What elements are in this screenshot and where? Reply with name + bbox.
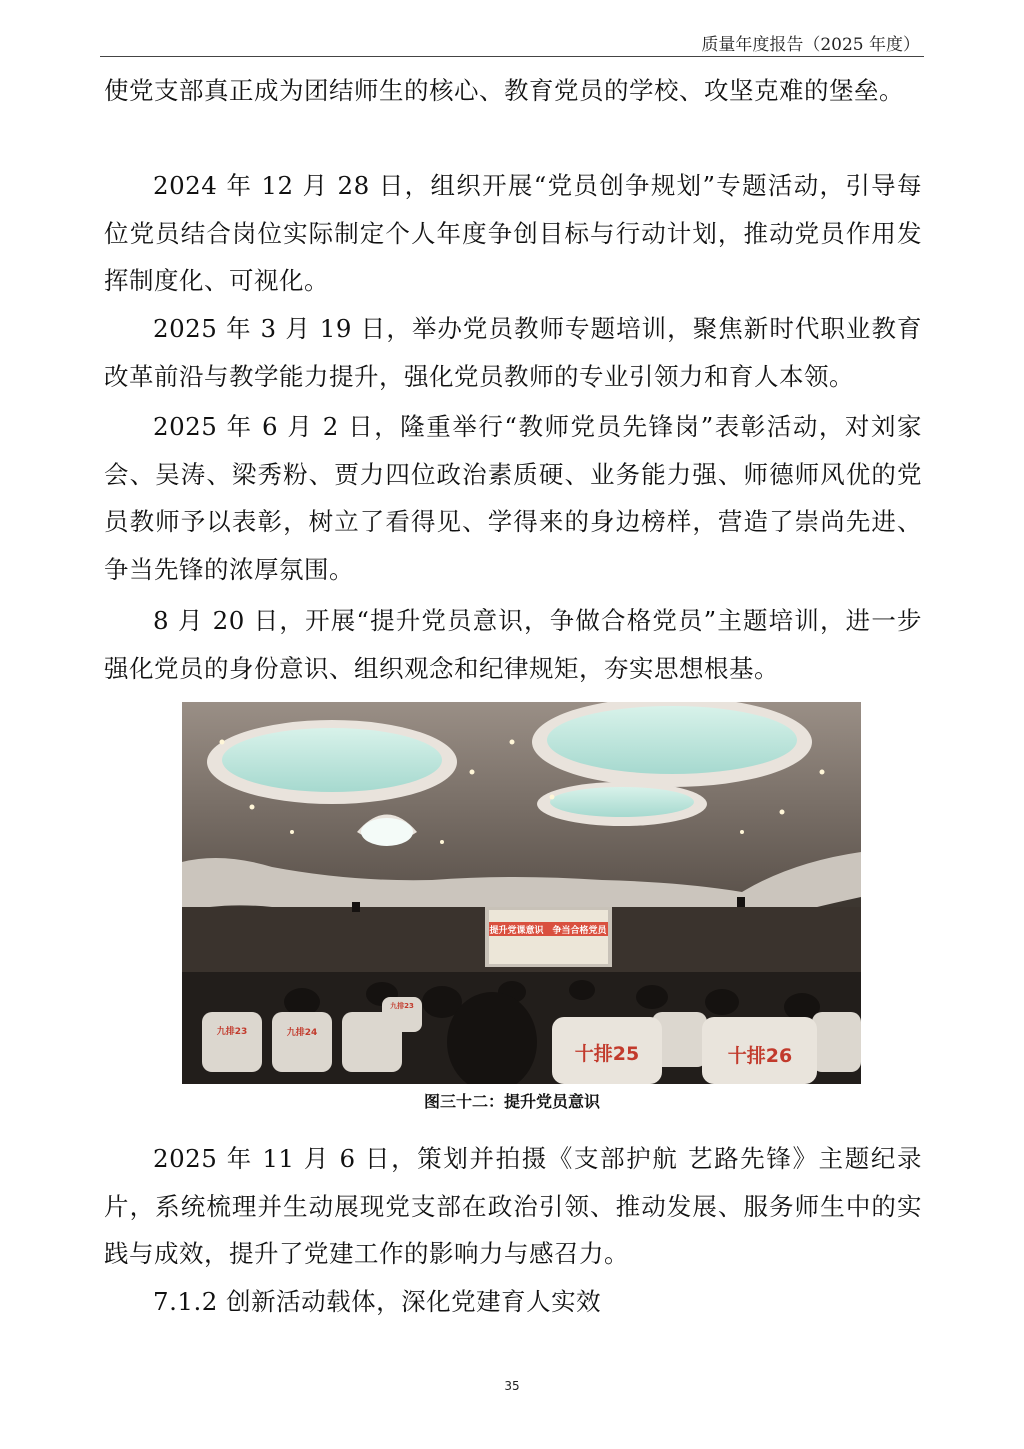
seat-label-3: 九排23 — [216, 1027, 248, 1037]
seat-label-4: 九排24 — [286, 1028, 318, 1038]
seat-label-2: 十排26 — [727, 1045, 793, 1067]
figure-caption: 图三十二：提升党员意识 — [423, 1092, 600, 1111]
meeting-hall-photo — [182, 702, 861, 1084]
paragraph-3: 2025 年 3 月 19 日，举办党员教师专题培训，聚焦新时代职业教育改革前沿与教学能力提升，强化党员教师的专业引领力和育人本领。 — [104, 314, 922, 391]
paragraph-1: 使党支部真正成为团结师生的核心、教育党员的学校、攻坚克难的堡垒。 — [104, 76, 904, 105]
paragraph-5: 8 月 20 日，开展“提升党员意识，争做合格党员”主题培训，进一步强化党员的身份意识、组织观念和纪律规矩，夯实思想根基。 — [104, 606, 922, 683]
section-heading: 7.1.2 创新活动载体，深化党建育人实效 — [153, 1287, 602, 1316]
paragraph-2: 2024 年 12 月 28 日，组织开展“党员创争规划”专题活动，引导每位党员结合岗位实际制定个人年度争创目标与行动计划，推动党员作用发挥制度化、可视化。 — [104, 171, 922, 295]
header-title: 质量年度报告（2025 年度） — [701, 35, 920, 55]
seat-label-1: 十排25 — [574, 1043, 640, 1065]
page-header — [100, 26, 924, 57]
paragraph-6: 2025 年 11 月 6 日，策划并拍摄《支部护航 艺路先锋》主题纪录片，系统梳理并生动展现党支部在政治引领、推动发展、服务师生中的实践与成效，提升了党建工作的影响力与感召力。 — [104, 1144, 922, 1268]
seat-label-5: 九排23 — [390, 1002, 414, 1010]
page-number: 35 — [504, 1379, 520, 1393]
paragraph-4: 2025 年 6 月 2 日，隆重举行“教师党员先锋岗”表彰活动，对刘家会、吴涛、梁秀粉、贾力四位政治素质硬、业务能力强、师德师风优的党员教师予以表彰，树立了看得见、学得来的身边榜样，营造了崇尚先进、争当先锋的浓厚氛围。 — [104, 412, 922, 584]
screen-text: 提升党课意识 争当合格党员 — [489, 926, 607, 936]
